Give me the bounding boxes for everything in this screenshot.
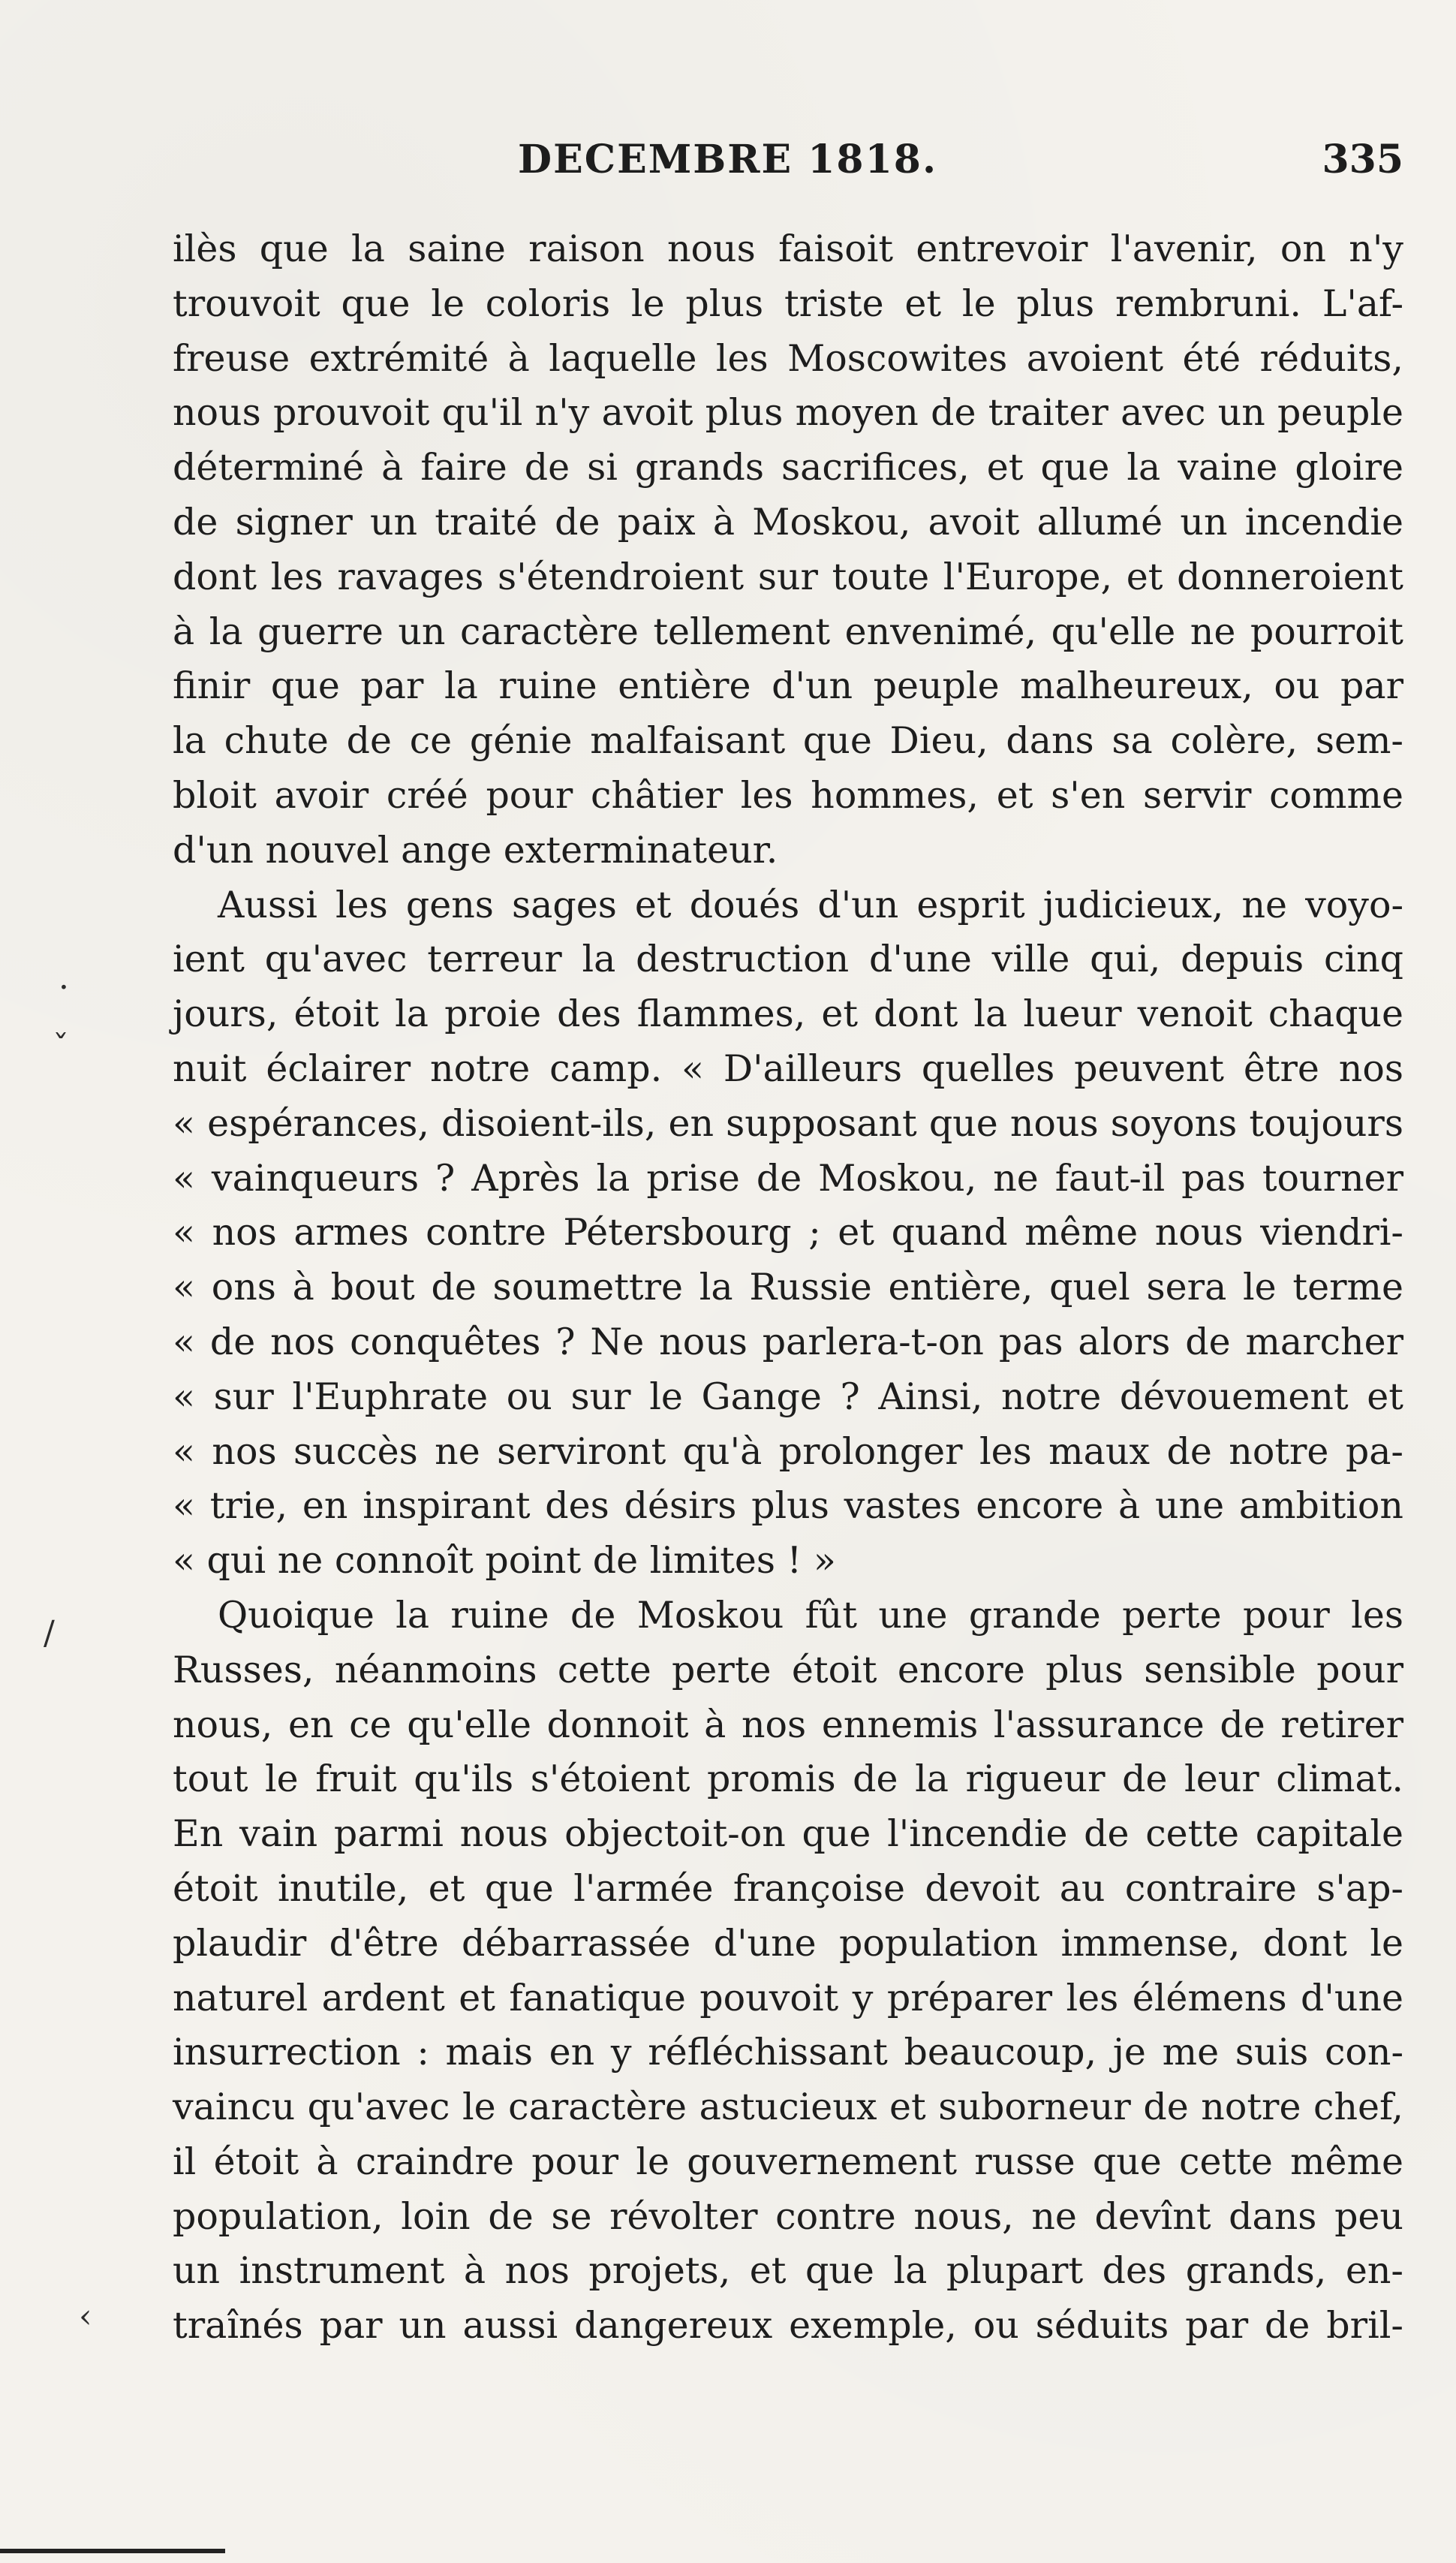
text-line: ient qu'avec terreur la destruction d'une ville qui, depuis cinq <box>173 938 1403 981</box>
text-line: la chute de ce génie malfaisant que Dieu, dans sa colère, sem- <box>173 719 1403 763</box>
text-line: traînés par un aussi dangereux exemple, ou séduits par de bril- <box>173 2304 1403 2348</box>
running-head <box>173 137 1403 197</box>
margin-mark: · <box>59 968 69 1007</box>
text-line: dont les ravages s'étendroient sur toute l'Europe, et donneroient <box>173 555 1403 598</box>
text-line: En vain parmi nous objectoit-on que l'incendie de cette capitale <box>173 1812 1403 1856</box>
text-line: jours, étoit la proie des flammes, et dont la lueur venoit chaque <box>173 992 1403 1036</box>
text-line: vaincu qu'avec le caractère astucieux et suborneur de notre chef, <box>173 2086 1403 2129</box>
text-line: de signer un traité de paix à Moskou, avoit allumé un incendie <box>173 500 1403 544</box>
margin-mark: ˇ <box>53 1029 69 1067</box>
paragraph-start-line: Quoique la ruine de Moskou fût une grande perte pour les <box>218 1593 1403 1637</box>
quote-line: « espérances, disoient-ils, en supposant que nous soyons toujours <box>173 1101 1403 1145</box>
text-line: freuse extrémité à laquelle les Moscowites avoient été réduits, <box>173 336 1403 380</box>
text-line: Russes, néanmoins cette perte étoit encore plus sensible pour <box>173 1648 1403 1691</box>
paragraph-end-line: d'un nouvel ange exterminateur. <box>173 828 778 872</box>
text-line: il étoit à craindre pour le gouvernement russe que cette même <box>173 2140 1403 2183</box>
text-line: plaudir d'être débarrassée d'une population immense, dont le <box>173 1921 1403 1965</box>
text-line: nuit éclairer notre camp. « D'ailleurs quelles peuvent être nos <box>173 1047 1403 1090</box>
text-line: population, loin de se révolter contre nous, ne devînt dans peu <box>173 2194 1403 2238</box>
page-number: 335 <box>1322 137 1403 182</box>
text-line: finir que par la ruine entière d'un peuple malheureux, ou par <box>173 664 1403 708</box>
text-line: un instrument à nos projets, et que la plupart des grands, en- <box>173 2249 1403 2293</box>
text-line: nous prouvoit qu'il n'y avoit plus moyen de traiter avec un peuple <box>173 391 1403 435</box>
margin-mark: ‹ <box>79 2297 92 2336</box>
text-line: ilès que la saine raison nous faisoit entrevoir l'avenir, on n'y <box>173 227 1403 270</box>
text-line: insurrection : mais en y réfléchissant beaucoup, je me suis con- <box>173 2031 1403 2074</box>
quote-line: « ons à bout de soumettre la Russie entière, quel sera le terme <box>173 1266 1403 1309</box>
margin-mark: / <box>44 1614 55 1652</box>
quote-end-line: « qui ne connoît point de limites ! » <box>173 1539 836 1583</box>
text-line: trouvoit que le coloris le plus triste et le plus rembruni. L'af- <box>173 282 1403 325</box>
quote-line: « nos succès ne serviront qu'à prolonger les maux de notre pa- <box>173 1429 1403 1473</box>
running-title: DECEMBRE 1818. <box>518 137 938 182</box>
text-line: nous, en ce qu'elle donnoit à nos ennemis l'assurance de retirer <box>173 1703 1403 1746</box>
bottom-rule <box>0 2549 225 2553</box>
text-line: à la guerre un caractère tellement envenimé, qu'elle ne pourroit <box>173 610 1403 653</box>
quote-line: « sur l'Euphrate ou sur le Gange ? Ainsi, notre dévouement et <box>173 1375 1403 1418</box>
quote-line: « nos armes contre Pétersbourg ; et quand même nous viendri- <box>173 1211 1403 1254</box>
paragraph-start-line: Aussi les gens sages et doués d'un esprit judicieux, ne voyo- <box>218 883 1403 926</box>
quote-line: « trie, en inspirant des désirs plus vastes encore à une ambition <box>173 1484 1403 1528</box>
text-line: tout le fruit qu'ils s'étoient promis de la rigueur de leur climat. <box>173 1757 1403 1801</box>
text-line: déterminé à faire de si grands sacrifices, et que la vaine gloire <box>173 446 1403 489</box>
text-line: étoit inutile, et que l'armée françoise devoit au contraire s'ap- <box>173 1866 1403 1910</box>
body-text <box>173 222 1403 2354</box>
quote-line: « de nos conquêtes ? Ne nous parlera-t-on pas alors de marcher <box>173 1320 1403 1363</box>
text-line: bloit avoir créé pour châtier les hommes, et s'en servir comme <box>173 773 1403 817</box>
quote-line: « vainqueurs ? Après la prise de Moskou, ne faut-il pas tourner <box>173 1156 1403 1200</box>
text-line: naturel ardent et fanatique pouvoit y préparer les élémens d'une <box>173 1976 1403 2019</box>
